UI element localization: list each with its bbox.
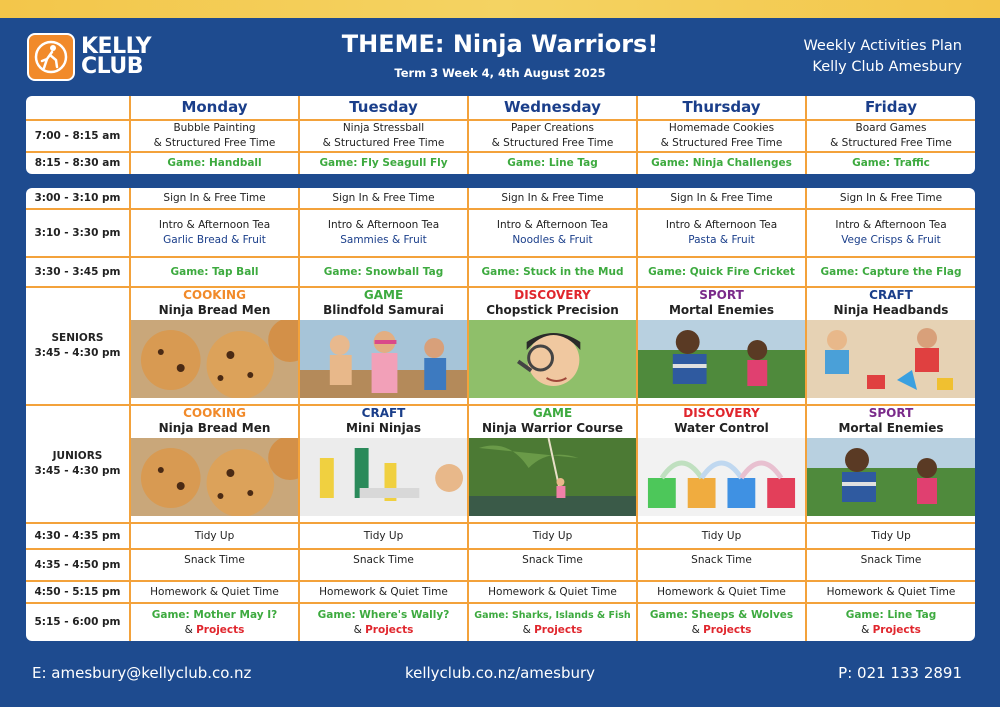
activity-title: Ninja Headbands [833, 303, 949, 317]
kelly-club-logo [27, 32, 157, 82]
afternoon-tea-row [26, 209, 975, 257]
activity-cell [468, 405, 637, 523]
kids-running-photo [807, 438, 975, 516]
activity-name: Board Games [855, 122, 927, 134]
tea-food: Pasta & Fruit [688, 234, 755, 246]
tidy-cell: Tidy Up [130, 523, 299, 549]
tea-food: Noodles & Fruit [512, 234, 593, 246]
signin-cell: Sign In & Free Time [806, 188, 975, 209]
kelly-club-figure-icon [27, 33, 75, 81]
snack-cell: Snack Time [806, 549, 975, 581]
page-subtitle: Term 3 Week 4, 4th August 2025 [394, 66, 606, 80]
afternoon-table [26, 188, 975, 641]
activity-title: Mortal Enemies [668, 303, 774, 317]
activity-title: Blindfold Samurai [323, 303, 444, 317]
time-label: 3:30 - 3:45 pm [26, 257, 130, 287]
activity-cell [637, 287, 806, 405]
tidy-row [26, 523, 975, 549]
morning-table [26, 96, 975, 174]
morning-activity-cell [468, 120, 637, 152]
projects-label: Projects [196, 623, 245, 636]
game-cell: Game: Line Tag [468, 152, 637, 174]
time-label: 3:10 - 3:30 pm [26, 209, 130, 257]
final-cell [130, 603, 299, 641]
activity-category: SPORT [868, 406, 914, 420]
homework-row [26, 581, 975, 603]
game-cell: Game: Traffic [806, 152, 975, 174]
activity-extra: & Structured Free Time [491, 137, 614, 149]
tidy-cell: Tidy Up [806, 523, 975, 549]
corner-cell [26, 96, 130, 120]
homework-cell: Homework & Quiet Time [637, 581, 806, 603]
activity-category: SPORT [699, 288, 744, 302]
seniors-row [26, 287, 975, 405]
ampersand: & [353, 623, 362, 636]
page-title: THEME: Ninja Warriors! [341, 30, 659, 58]
time-label: 4:50 - 5:15 pm [26, 581, 130, 603]
tea-cell [299, 209, 468, 257]
footer-website-link[interactable]: kellyclub.co.nz/amesbury [404, 664, 596, 682]
group-label [26, 405, 130, 523]
day-friday: Friday [806, 96, 975, 120]
ampersand: & [522, 623, 531, 636]
game-cell: Game: Stuck in the Mud [468, 257, 637, 287]
snack-cell: Snack Time [130, 549, 299, 581]
morning-activity-cell [130, 120, 299, 152]
signin-cell: Sign In & Free Time [299, 188, 468, 209]
activity-category: GAME [532, 406, 573, 420]
time-label: 5:15 - 6:00 pm [26, 603, 130, 641]
activity-extra: & Structured Free Time [830, 137, 952, 149]
final-game: Game: Sharks, Islands & Fish [474, 609, 631, 621]
activity-cell [130, 405, 299, 523]
tea-cell [806, 209, 975, 257]
day-tuesday: Tuesday [299, 96, 468, 120]
day-header-row [26, 96, 975, 120]
footer-email[interactable]: E: amesbury@kellyclub.co.nz [32, 664, 252, 682]
ampersand: & [861, 623, 870, 636]
activity-category: CRAFT [361, 406, 406, 420]
final-game: Game: Mother May I? [151, 608, 278, 621]
morning-game-row [26, 152, 975, 174]
activity-cell [299, 287, 468, 405]
activity-name: Bubble Painting [173, 122, 256, 134]
game-cell: Game: Handball [130, 152, 299, 174]
activity-category: DISCOVERY [514, 288, 591, 302]
tea-cell [637, 209, 806, 257]
activity-name: Homemade Cookies [668, 122, 775, 134]
cookies-photo [131, 320, 298, 398]
activity-category: COOKING [183, 406, 246, 420]
signin-cell: Sign In & Free Time [468, 188, 637, 209]
final-game: Game: Line Tag [845, 608, 937, 621]
activity-cell [468, 287, 637, 405]
activity-category: DISCOVERY [683, 406, 760, 420]
signin-cell: Sign In & Free Time [130, 188, 299, 209]
tea-food: Sammies & Fruit [340, 234, 427, 246]
game-cell: Game: Tap Ball [130, 257, 299, 287]
time-label: 4:35 - 4:50 pm [26, 549, 130, 581]
final-cell [299, 603, 468, 641]
morning-activity-cell [299, 120, 468, 152]
game-cell: Game: Ninja Challenges [637, 152, 806, 174]
tidy-cell: Tidy Up [299, 523, 468, 549]
craft-rolls-photo [300, 438, 467, 516]
morning-activity-row [26, 120, 975, 152]
activity-category: GAME [363, 288, 404, 302]
top-accent-bar [0, 0, 1000, 18]
tea-cell [468, 209, 637, 257]
game-cell: Game: Quick Fire Cricket [637, 257, 806, 287]
activity-cell [637, 405, 806, 523]
final-cell [468, 603, 637, 641]
activity-extra: & Structured Free Time [322, 137, 445, 149]
group-time: 3:45 - 4:30 pm [34, 465, 121, 477]
group-time: 3:45 - 4:30 pm [34, 347, 121, 359]
tea-label: Intro & Afternoon Tea [158, 219, 271, 231]
activity-cell [806, 405, 975, 523]
day-wednesday: Wednesday [468, 96, 637, 120]
plan-line-2: Kelly Club Amesbury [812, 59, 962, 75]
tea-food: Vege Crisps & Fruit [841, 234, 941, 246]
tea-label: Intro & Afternoon Tea [327, 219, 440, 231]
activity-title: Ninja Warrior Course [481, 421, 624, 435]
activity-title: Ninja Bread Men [158, 421, 271, 435]
ampersand: & [184, 623, 193, 636]
girl-rope-swing-photo [469, 438, 636, 516]
plan-info [803, 36, 962, 78]
kids-blindfold-photo [300, 320, 467, 398]
tea-label: Intro & Afternoon Tea [665, 219, 778, 231]
morning-activity-cell [637, 120, 806, 152]
logo-text [81, 34, 152, 79]
tea-food: Garlic Bread & Fruit [163, 234, 266, 246]
time-label: 3:00 - 3:10 pm [26, 188, 130, 209]
time-label: 8:15 - 8:30 am [26, 152, 130, 174]
plan-line-1: Weekly Activities Plan [803, 38, 962, 54]
morning-activity-cell [806, 120, 975, 152]
snack-cell: Snack Time [299, 549, 468, 581]
projects-label: Projects [534, 623, 583, 636]
projects-label: Projects [872, 623, 921, 636]
homework-cell: Homework & Quiet Time [806, 581, 975, 603]
snack-cell: Snack Time [637, 549, 806, 581]
tea-label: Intro & Afternoon Tea [835, 219, 947, 231]
homework-cell: Homework & Quiet Time [130, 581, 299, 603]
homework-cell: Homework & Quiet Time [299, 581, 468, 603]
kids-running-photo [638, 320, 805, 398]
signin-row [26, 188, 975, 209]
afternoon-game-row [26, 257, 975, 287]
activity-name: Ninja Stressball [342, 122, 425, 134]
activity-title: Chopstick Precision [486, 303, 619, 317]
final-game: Game: Sheeps & Wolves [649, 608, 794, 621]
boy-magnifier-photo [469, 320, 636, 398]
time-label: 7:00 - 8:15 am [26, 120, 130, 152]
game-cell: Game: Snowball Tag [299, 257, 468, 287]
juniors-row [26, 405, 975, 523]
snack-cell: Snack Time [468, 549, 637, 581]
time-label: 4:30 - 4:35 pm [26, 523, 130, 549]
final-cell [806, 603, 975, 641]
tea-cell [130, 209, 299, 257]
activity-title: Ninja Bread Men [158, 303, 271, 317]
projects-label: Projects [703, 623, 752, 636]
snack-row [26, 549, 975, 581]
cookies-photo [131, 438, 298, 516]
day-thursday: Thursday [637, 96, 806, 120]
kids-crafting-photo [807, 320, 975, 398]
activity-title: Mortal Enemies [838, 421, 944, 435]
group-label [26, 287, 130, 405]
logo-line-1: KELLY [81, 34, 152, 59]
activity-cell [806, 287, 975, 405]
morning-schedule-panel [26, 96, 975, 174]
footer-phone[interactable]: P: 021 133 2891 [838, 664, 962, 682]
final-cell [637, 603, 806, 641]
final-row [26, 603, 975, 641]
coloured-water-glasses-photo [638, 438, 805, 516]
game-cell: Game: Fly Seagull Fly [299, 152, 468, 174]
activity-extra: & Structured Free Time [153, 137, 276, 149]
group-name: SENIORS [51, 332, 104, 344]
tidy-cell: Tidy Up [468, 523, 637, 549]
homework-cell: Homework & Quiet Time [468, 581, 637, 603]
signin-cell: Sign In & Free Time [637, 188, 806, 209]
logo-line-2: CLUB [81, 54, 144, 79]
final-game: Game: Where's Wally? [317, 608, 450, 621]
activity-cell [299, 405, 468, 523]
activity-cell [130, 287, 299, 405]
afternoon-schedule-panel [26, 188, 975, 641]
game-cell: Game: Capture the Flag [806, 257, 975, 287]
group-name: JUNIORS [52, 450, 103, 462]
activity-title: Mini Ninjas [346, 421, 421, 435]
activity-category: COOKING [183, 288, 246, 302]
tea-label: Intro & Afternoon Tea [496, 219, 609, 231]
activity-category: CRAFT [869, 288, 913, 302]
day-monday: Monday [130, 96, 299, 120]
activity-extra: & Structured Free Time [660, 137, 783, 149]
tidy-cell: Tidy Up [637, 523, 806, 549]
activity-title: Water Control [674, 421, 769, 435]
projects-label: Projects [365, 623, 414, 636]
activity-name: Paper Creations [511, 122, 594, 134]
ampersand: & [691, 623, 700, 636]
